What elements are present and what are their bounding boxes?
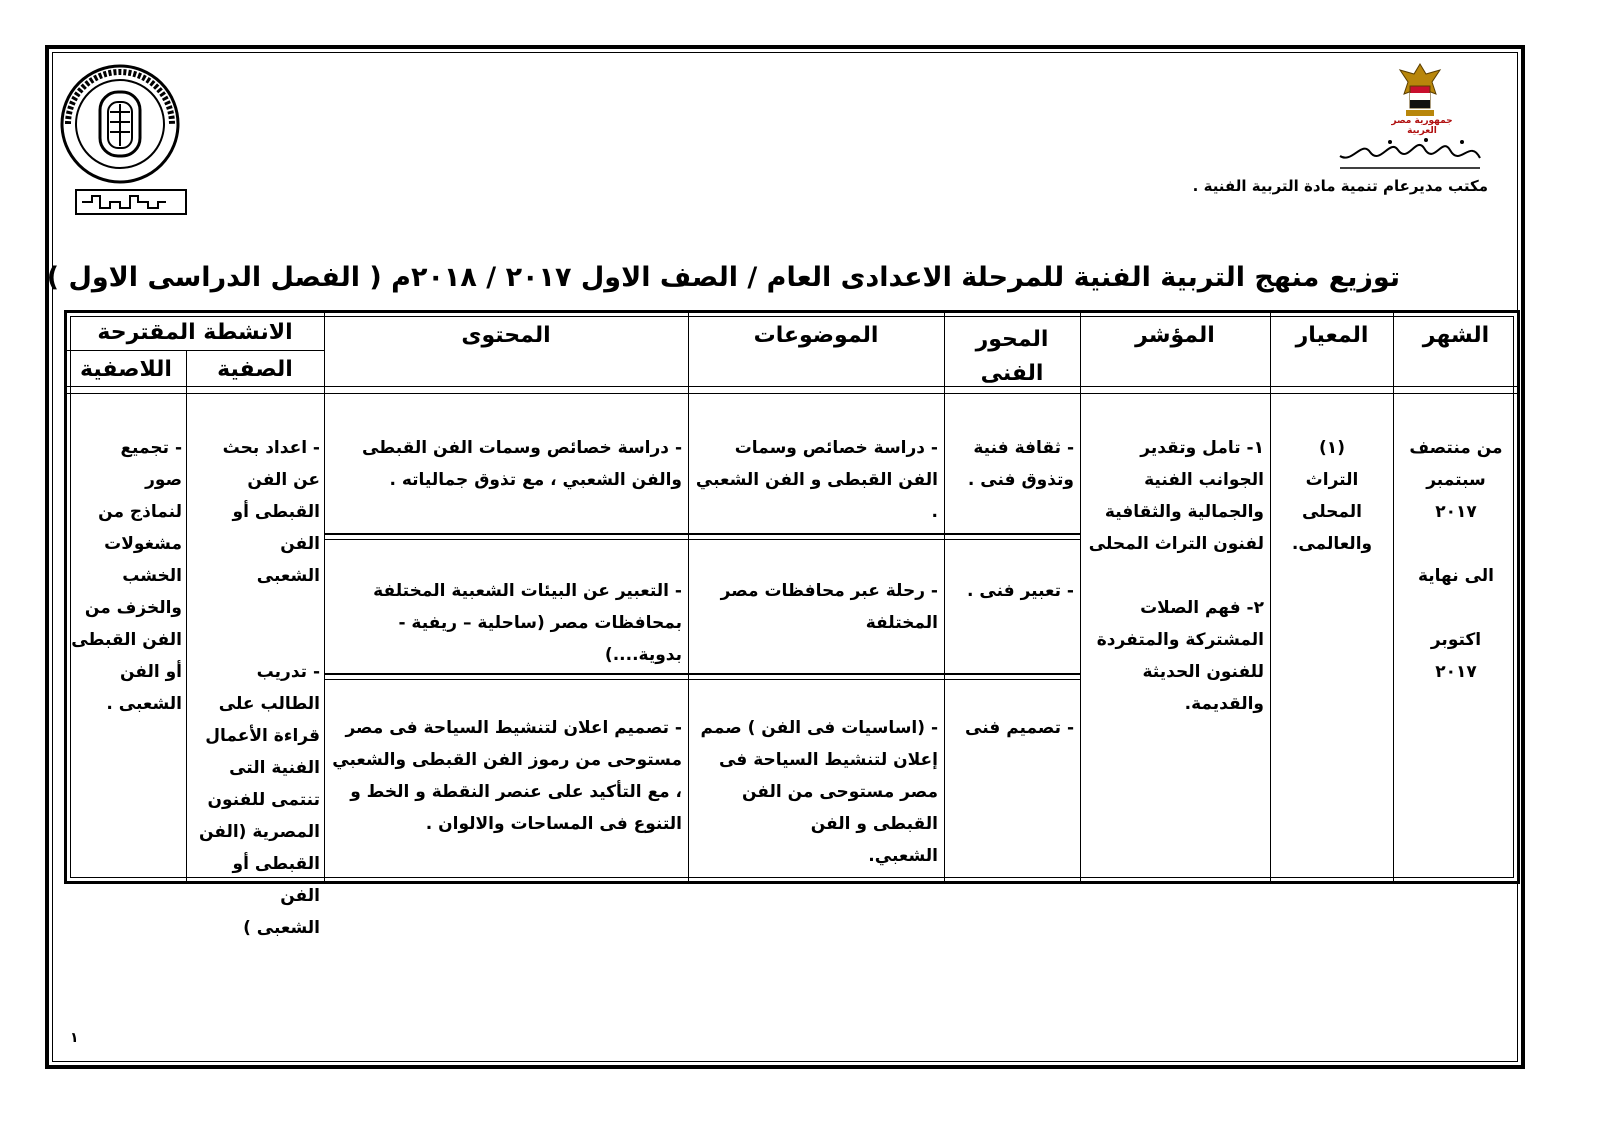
indicator-cell: ١- تامل وتقدير الجوانب الفنية والجمالية والثقافية لفنون التراث المحلى ٢- فهم الصلات المشتركة والمتفردة للفنون الحديثة والقديمة. (1088, 438, 1264, 714)
axis-cell-1: - ثقافة فنية وتذوق فنى . (967, 438, 1074, 490)
activities-subheader-line (67, 350, 324, 351)
eagle-emblem-icon (1392, 60, 1448, 118)
extra-activities-cell: - تجميع صور لنماذج من مشغولات الخشب والخزف من الفن القبطى أو الفن الشعبى . (71, 438, 182, 714)
content-cell-3: - تصميم اعلان لتنشيط السياحة فى مصر مستوحى من رموز الفن القبطى والشعبي ، مع التأكيد على عنصر النقطة و الخط و التنوع فى المساحات والالوان . (332, 718, 682, 834)
header-topics: الموضوعات (753, 323, 879, 348)
col-line (324, 313, 325, 881)
header-divider (67, 386, 1517, 387)
in-class-activities-cell: - اعداد بحث عن الفن القبطى أو الفن الشعبى - تدريب الطالب على قراءة الأعمال الفنية التى تنتمى للفنون المصرية (الفن القبطى أو الفن الشعبى ) (198, 438, 320, 938)
header-in-class: الصفية (217, 357, 293, 382)
header-axis: المحور الفنى (975, 327, 1049, 386)
topic-cell-2: - رحلة عبر محافظات مصر المختلفة (720, 581, 938, 633)
topic-cell-3: - (اساسيات فى الفن ) صمم إعلان لتنشيط السياحة فى مصر مستوحى من الفن القبطى و الفن الشعبي. (700, 718, 938, 866)
page-number: ١ (70, 1030, 79, 1046)
header-standard: المعيار (1295, 323, 1369, 348)
ministry-calligraphy-logo-icon (1330, 128, 1490, 178)
month-cell: من منتصف سبتمبر ٢٠١٧ الى نهاية اكتوبر ٢٠١٧ (1409, 438, 1503, 682)
header-divider-2 (67, 393, 1517, 394)
seal-logo-icon (58, 62, 198, 222)
col-line (1080, 313, 1081, 881)
office-line: مكتب مديرعام تنمية مادة التربية الفنية . (1192, 177, 1488, 195)
col-line (1393, 313, 1394, 881)
header-extra: اللاصفية (80, 357, 172, 382)
col-line (944, 313, 945, 881)
row-divider (324, 533, 1080, 535)
axis-cell-2: - تعبير فنى . (967, 581, 1074, 601)
header-content: المحتوى (461, 323, 551, 348)
header-month: الشهر (1422, 323, 1490, 348)
col-line (186, 350, 187, 881)
republic-label: جمهورية مصر العربية (1391, 116, 1453, 136)
row-divider-2 (324, 539, 1080, 540)
content-cell-2: - التعبير عن البيئات الشعبية المختلفة بمحافظات مصر (ساحلية – ريفية - بدوية....) (373, 581, 682, 665)
standard-cell: (١) التراث المحلى والعالمى. (1291, 438, 1373, 554)
topic-cell-1: - دراسة خصائص وسمات الفن القبطى و الفن الشعبي . (695, 438, 938, 522)
header-activities: الانشطة المقترحة (97, 320, 293, 345)
header-indicator: المؤشر (1135, 323, 1215, 348)
row-divider (324, 673, 1080, 675)
axis-cell-3: - تصميم فنى (965, 718, 1074, 738)
content-cell-1: - دراسة خصائص وسمات الفن القبطى والفن الشعبي ، مع تذوق جمالياته . (361, 438, 682, 490)
col-line (688, 313, 689, 881)
col-line (1270, 313, 1271, 881)
page-title: توزيع منهج التربية الفنية للمرحلة الاعدادى العام / الصف الاول ٢٠١٧ / ٢٠١٨م ( الفصل الدراسى الاول ) (46, 262, 1400, 293)
row-divider-2 (324, 679, 1080, 680)
